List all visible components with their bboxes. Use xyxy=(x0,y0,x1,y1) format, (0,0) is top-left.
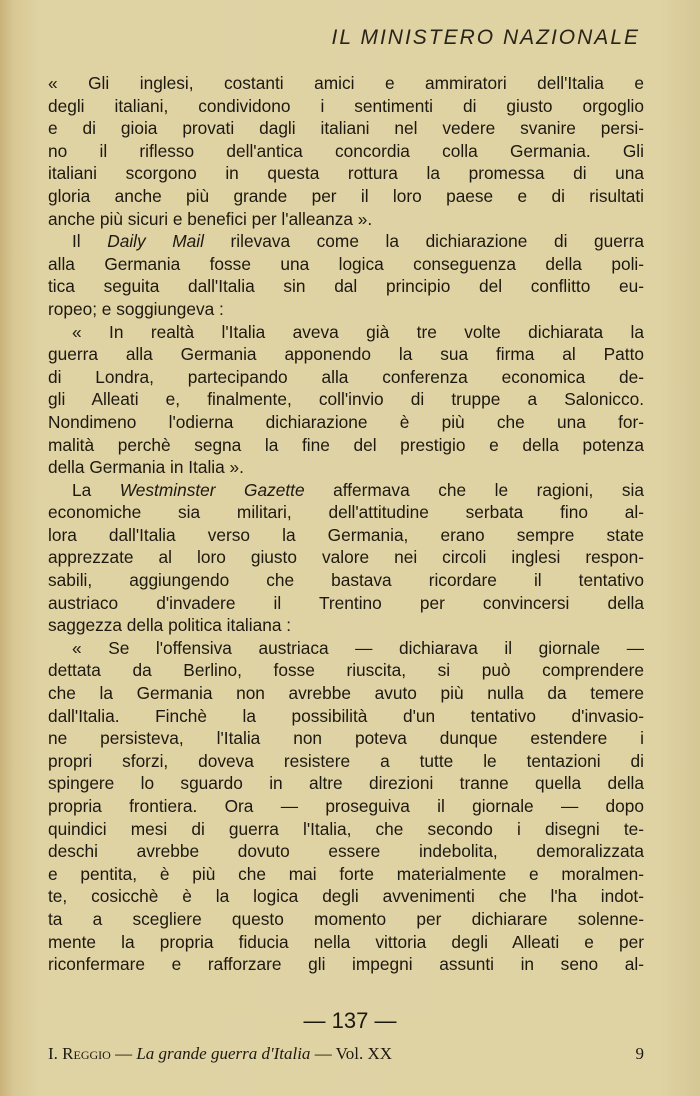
text-line: austriaco d'invadere il Trentino per convincersi della xyxy=(48,592,644,613)
text-line: spingere lo sguardo in altre direzioni tranne quella della xyxy=(48,773,644,794)
footer-book-title: La grande guerra d'Italia xyxy=(136,1044,311,1063)
text-line: sabili, aggiungendo che bastava ricordare il tentativo xyxy=(48,570,644,591)
newspaper-name: Daily Mail xyxy=(107,231,204,252)
text-line: dettata da Berlino, fosse riuscita, si può comprendere xyxy=(48,660,644,681)
text-line: propria frontiera. Ora — proseguiva il giornale — dopo xyxy=(48,796,644,816)
footer-volume: Vol. XX xyxy=(335,1044,393,1063)
footer-credit xyxy=(48,1044,392,1064)
footer-separator: — xyxy=(310,1044,336,1063)
text-line: quindici mesi di guerra l'Italia, che secondo i disegni te- xyxy=(48,818,644,839)
footer-separator: — xyxy=(110,1044,137,1063)
text-line: che la Germania non avrebbe avuto più nulla da temere xyxy=(48,683,644,704)
footer-signature-mark: 9 xyxy=(635,1044,644,1063)
running-title: IL MINISTERO NAZIONALE xyxy=(331,26,640,49)
text-line: La Westminster Gazette affermava che le ragioni, sia xyxy=(72,479,644,500)
text-line: anche più sicuri e benefici per l'alleanza ». xyxy=(48,208,373,229)
text-line: riconfermare e rafforzare gli impegni assunti in seno al- xyxy=(48,954,644,975)
text-line: gloria anche più grande per il loro paese e di risultati xyxy=(48,185,644,206)
text-line: della Germania in Italia ». xyxy=(48,457,244,478)
text-line: alla Germania fosse una logica conseguenza della poli- xyxy=(48,253,644,274)
text-line: Nondimeno l'odierna dichiarazione è più che una for- xyxy=(48,411,644,432)
text-line: mente la propria fiducia nella vittoria degli Alleati e per xyxy=(48,931,644,952)
newspaper-name: Westminster Gazette xyxy=(119,479,305,500)
body-text xyxy=(48,72,644,976)
text-line: e di gioia provati dagli italiani nel vedere svanire persi- xyxy=(48,118,644,139)
text-line: Il Daily Mail rilevava come la dichiarazione di guerra xyxy=(72,231,644,252)
text-line: guerra alla Germania apponendo la sua firma al Patto xyxy=(48,344,644,365)
text-line: ropeo; e soggiungeva : xyxy=(48,298,224,319)
text-line: saggezza della politica italiana : xyxy=(48,615,292,636)
text-line: gli Alleati e, finalmente, coll'invio di truppe a Salonicco. xyxy=(48,389,644,410)
footer-author: I. Reggio xyxy=(48,1044,111,1063)
text-line: degli italiani, condividono i sentimenti di giusto orgoglio xyxy=(48,95,644,116)
text-line: apprezzate al loro giusto valore nei circoli inglesi respon- xyxy=(48,547,644,568)
text-line: di Londra, partecipando alla conferenza economica de- xyxy=(48,366,644,387)
text-line: lora dall'Italia verso la Germania, erano sempre state xyxy=(48,524,644,545)
page-number: — 137 — xyxy=(303,1008,397,1033)
text-line: « In realtà l'Italia aveva già tre volte dichiarata la xyxy=(72,321,644,342)
text-line: « Gli inglesi, costanti amici e ammiratori dell'Italia e xyxy=(48,73,644,93)
text-line: malità perchè segna la fine del prestigio e della potenza xyxy=(48,434,644,455)
text-line: italiani scorgono in questa rottura la promessa di una xyxy=(48,163,644,184)
text-line: propri sforzi, doveva resistere a tutte le tentazioni di xyxy=(48,750,644,771)
text-line: no il riflesso dell'antica concordia colla Germania. Gli xyxy=(48,140,644,161)
text-line: deschi avrebbe dovuto essere indebolita, demoralizzata xyxy=(48,841,644,862)
text-line: e pentita, è più che mai forte materialmente e moralmen- xyxy=(48,863,644,884)
text-line: economiche sia militari, dell'attitudine serbata fino al- xyxy=(48,502,644,523)
text-line: te, cosicchè è la logica degli avvenimenti che l'ha indot- xyxy=(48,886,644,907)
text-line: tica seguita dall'Italia sin dal principio del conflitto eu- xyxy=(48,276,644,297)
text-line: ne persisteva, l'Italia non poteva dunque estendere i xyxy=(48,728,644,749)
text-line: ta a scegliere questo momento per dichiarare solenne- xyxy=(48,908,644,929)
text-line: dall'Italia. Finchè la possibilità d'un tentativo d'invasio- xyxy=(48,705,644,726)
text-line: « Se l'offensiva austriaca — dichiarava il giornale — xyxy=(72,637,644,658)
